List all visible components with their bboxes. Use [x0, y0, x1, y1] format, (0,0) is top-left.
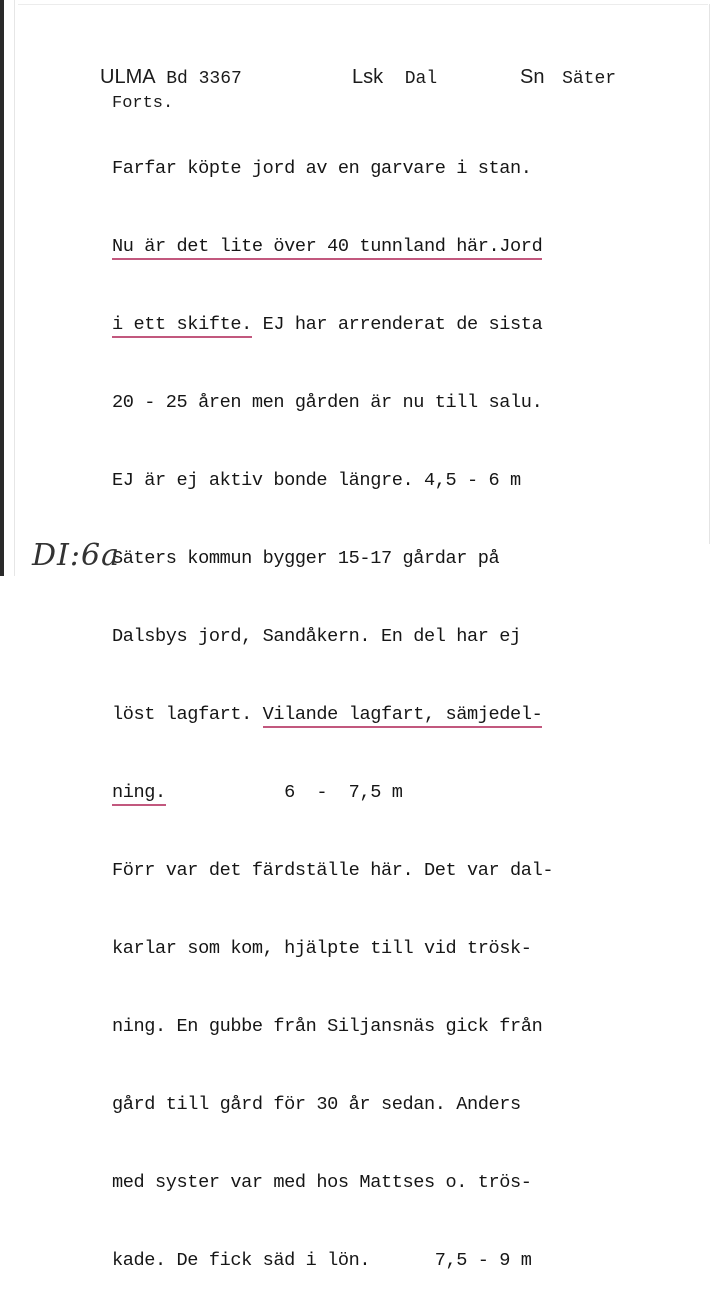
underlined-text: i ett skifte.	[112, 314, 252, 338]
text-line	[112, 234, 553, 260]
ulma-field	[100, 66, 242, 89]
text-line: EJ är ej aktiv bonde längre. 4,5 - 6 m	[112, 470, 521, 491]
card-left-edge	[0, 0, 4, 576]
card-inner-rule	[14, 0, 15, 576]
ulma-label: ULMA	[100, 66, 156, 88]
continuation-note: Forts.	[112, 94, 174, 113]
lsk-value: Dal	[404, 69, 438, 89]
text-line: ning. 6 - 7,5 m	[112, 780, 553, 806]
sn-label: Sn	[520, 66, 545, 88]
lsk-field	[352, 66, 437, 89]
underlined-text: ning.	[112, 782, 166, 806]
text-line: i ett skifte. EJ har arrenderat de sista	[112, 312, 553, 338]
text-line: löst lagfart. Vilande lagfart, sämjedel-	[112, 702, 553, 728]
card-top-edge	[18, 4, 708, 5]
lsk-label: Lsk	[352, 66, 384, 88]
text-line: Farfar köpte jord av en garvare i stan.	[112, 158, 532, 179]
text-line: Säters kommun bygger 15-17 gårdar på	[112, 548, 500, 569]
text-line: 20 - 25 åren men gården är nu till salu.	[112, 392, 543, 413]
archive-marginal-note: DI:6a	[32, 538, 120, 573]
text-line: med syster var med hos Mattses o. trös-	[112, 1172, 532, 1193]
text-line: Dalsbys jord, Sandåkern. En del har ej	[112, 626, 521, 647]
card-right-edge	[709, 4, 710, 544]
text-line: Förr var det färdställe här. Det var dal-	[112, 860, 554, 881]
sn-value: Säter	[562, 69, 617, 89]
card-body	[112, 104, 553, 1300]
bd-number: Bd 3367	[166, 69, 242, 89]
text-line: kade. De fick säd i lön. 7,5 - 9 m	[112, 1250, 532, 1271]
text-line: gård till gård för 30 år sedan. Anders	[112, 1094, 521, 1115]
text-line: karlar som kom, hjälpte till vid trösk-	[112, 938, 532, 959]
text-line: ning. En gubbe från Siljansnäs gick från	[112, 1016, 543, 1037]
underlined-text: Vilande lagfart, sämjedel-	[263, 704, 543, 728]
underlined-text: Nu är det lite över 40 tunnland här.Jord	[112, 236, 542, 260]
sn-field	[520, 66, 616, 89]
